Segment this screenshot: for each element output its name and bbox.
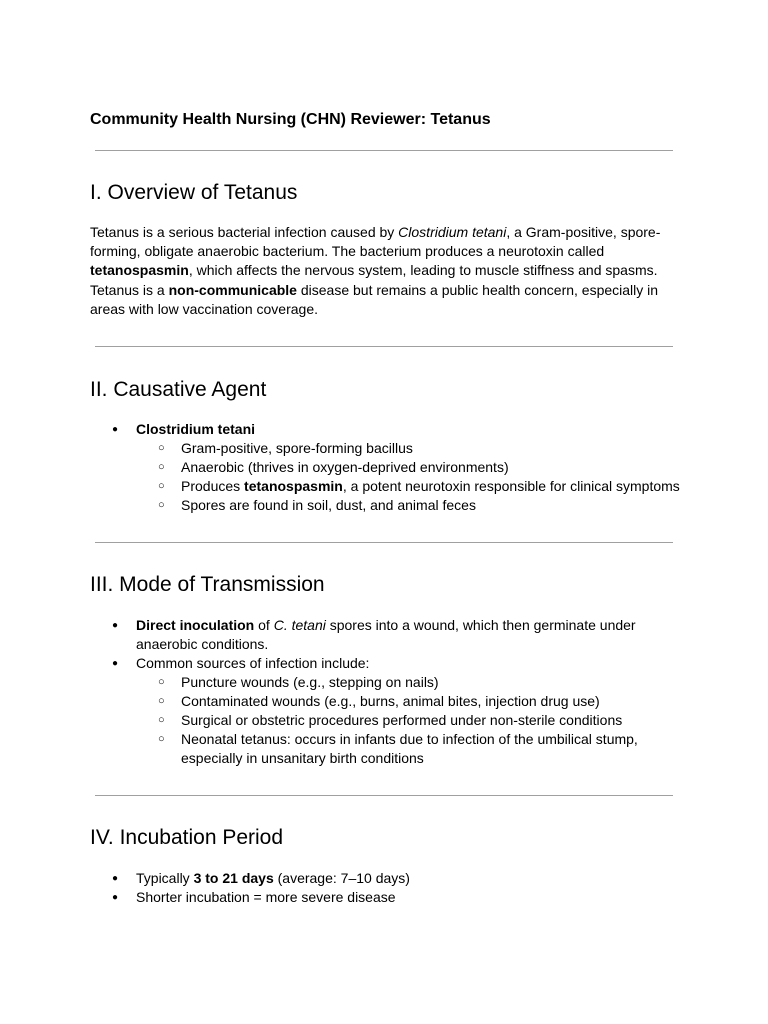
section-divider xyxy=(95,542,673,543)
overview-text-2: , a Gram-positive, spore-forming, obligate anaerobic bacterium. The bacterium produces a neurotoxin called xyxy=(90,224,661,260)
overview-text-1: Tetanus is a serious bacterial infection caused by xyxy=(90,224,399,240)
list-item xyxy=(136,477,690,496)
list-item xyxy=(90,869,690,888)
infection-sources-list xyxy=(136,673,650,768)
incubation-list xyxy=(90,869,690,907)
list-item-text: Typically xyxy=(136,870,194,886)
non-communicable-term: non-communicable xyxy=(168,281,297,298)
section-divider xyxy=(95,346,673,347)
section-divider xyxy=(95,795,673,796)
list-item: ○ Anaerobic (thrives in oxygen-deprived environments) xyxy=(136,458,690,477)
incubation-range: 3 to 21 days xyxy=(193,870,274,886)
organism-name: Clostridium tetani xyxy=(398,224,507,240)
list-item-text: , a potent neurotoxin responsible for clinical symptoms xyxy=(342,478,680,494)
list-item-text: (average: 7–10 days) xyxy=(273,870,410,886)
agent-name: Clostridium tetani xyxy=(136,421,256,437)
list-item: ● Shorter incubation = more severe disease xyxy=(90,888,690,907)
causative-list xyxy=(90,420,690,515)
overview-text-4: disease but remains a public health concern, especially in areas with low vaccination coverage. xyxy=(90,281,659,317)
list-item-text: Common sources of infection include: xyxy=(136,655,370,671)
overview-paragraph xyxy=(90,223,680,319)
transmission-list xyxy=(90,616,650,768)
list-item: ○ Neonatal tetanus: occurs in infants due to infection of the umbilical stump, especially in unsanitary birth conditions xyxy=(136,730,650,768)
list-item-text: of xyxy=(254,617,274,633)
inoculation-term: Direct inoculation xyxy=(136,617,255,633)
organism-abbrev: C. tetani xyxy=(273,617,326,633)
overview-text-3: , which affects the nervous system, leading to muscle stiffness and spasms. Tetanus is a xyxy=(90,262,658,298)
toxin-name: tetanospasmin xyxy=(244,478,343,494)
list-item: ○ Gram-positive, spore-forming bacillus xyxy=(136,439,690,458)
toxin-name: tetanospasmin xyxy=(90,262,189,279)
agent-characteristics-list xyxy=(136,439,690,515)
list-item-text: Produces xyxy=(181,478,245,494)
incubation-heading: IV. Incubation Period xyxy=(90,826,284,849)
list-item xyxy=(90,420,690,515)
transmission-heading: III. Mode of Transmission xyxy=(90,573,325,596)
overview-heading: I. Overview of Tetanus xyxy=(90,181,298,204)
list-item: ○ Puncture wounds (e.g., stepping on nails) xyxy=(136,673,650,692)
list-item xyxy=(90,654,650,768)
list-item: ○ Spores are found in soil, dust, and animal feces xyxy=(136,496,690,515)
causative-heading: II. Causative Agent xyxy=(90,378,267,401)
list-item: ○ Surgical or obstetric procedures performed under non-sterile conditions xyxy=(136,711,650,730)
section-divider xyxy=(95,150,673,151)
list-item xyxy=(90,616,650,654)
list-item-text: spores into a wound, which then germinate under anaerobic conditions. xyxy=(136,617,636,652)
document-title: Community Health Nursing (CHN) Reviewer: Tetanus xyxy=(90,111,491,128)
list-item: ○ Contaminated wounds (e.g., burns, animal bites, injection drug use) xyxy=(136,692,650,711)
